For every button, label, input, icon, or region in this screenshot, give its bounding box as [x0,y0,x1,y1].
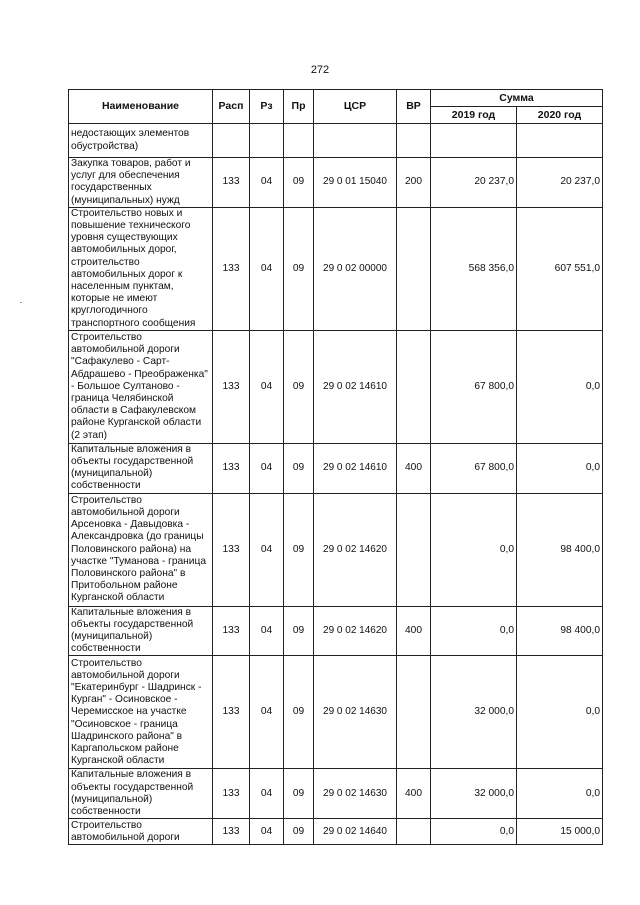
cell-rz: 04 [250,443,284,493]
table-row [69,330,603,443]
cell-rz: 04 [250,819,284,845]
cell-rasp: 133 [213,819,250,845]
cell-2019: 0,0 [431,819,517,845]
cell-vr [397,819,431,845]
cell-2020: 0,0 [517,769,603,819]
header-csr: ЦСР [314,90,397,124]
cell-csr: 29 0 02 14610 [314,330,397,443]
cell-rasp: 133 [213,330,250,443]
cell-rasp [213,124,250,158]
cell-pr: 09 [284,158,314,208]
cell-pr: 09 [284,819,314,845]
cell-rz: 04 [250,769,284,819]
page-number: 272 [310,64,330,76]
table-row [69,443,603,493]
cell-vr: 400 [397,769,431,819]
cell-2020: 0,0 [517,443,603,493]
header-year-2020: 2020 год [517,107,603,124]
cell-rasp: 133 [213,443,250,493]
table-row [69,158,603,208]
table-row [69,124,603,158]
cell-csr: 29 0 02 14610 [314,443,397,493]
cell-rz: 04 [250,158,284,208]
cell-2020: 0,0 [517,656,603,769]
table-row [69,656,603,769]
table-row [69,606,603,656]
cell-2019: 67 800,0 [431,443,517,493]
cell-2020: 98 400,0 [517,606,603,656]
cell-pr: 09 [284,606,314,656]
cell-pr [284,124,314,158]
cell-vr [397,124,431,158]
cell-2020: 20 237,0 [517,158,603,208]
header-rasp: Расп [213,90,250,124]
cell-rasp: 133 [213,656,250,769]
cell-pr: 09 [284,207,314,330]
cell-2020: 607 551,0 [517,207,603,330]
cell-rz: 04 [250,207,284,330]
cell-rasp: 133 [213,493,250,606]
header-year-2019: 2019 год [431,107,517,124]
cell-2019: 32 000,0 [431,656,517,769]
cell-2019: 568 356,0 [431,207,517,330]
cell-csr: 29 0 02 14620 [314,606,397,656]
cell-pr: 09 [284,493,314,606]
cell-name: Закупка товаров, работ и услуг для обеспечения государственных (муниципальных) нужд [69,158,213,208]
cell-name: Строительство автомобильной дороги "Сафакулево - Сарт-Абдрашево - Преображенка" - Большое Султаново - граница Челябинской области в Сафакулевском районе Курганской области (2 этап) [69,330,213,443]
cell-rasp: 133 [213,158,250,208]
cell-csr: 29 0 02 14620 [314,493,397,606]
cell-2019: 32 000,0 [431,769,517,819]
cell-rz: 04 [250,606,284,656]
cell-name: Строительство новых и повышение технического уровня существующих автомобильных дорог, строительство автомобильных дорог к населенным пунктам, которые не имеют круглогодичного транспортного сообщения [69,207,213,330]
header-rz: Рз [250,90,284,124]
cell-csr: 29 0 02 00000 [314,207,397,330]
table-row [69,207,603,330]
cell-rz: 04 [250,493,284,606]
cell-pr: 09 [284,443,314,493]
cell-pr: 09 [284,656,314,769]
header-name: Наименование [69,90,213,124]
cell-2020 [517,124,603,158]
cell-name: Капитальные вложения в объекты государственной (муниципальной) собственности [69,443,213,493]
cell-name: Строительство автомобильной дороги "Екатеринбург - Шадринск - Курган" - Осиновское - Черемисское на участке "Осиновское - граница Шадринского района" в Каргапольском районе Курганской области [69,656,213,769]
cell-2019: 0,0 [431,493,517,606]
budget-table [68,89,603,845]
cell-name: недостающих элементов обустройства) [69,124,213,158]
cell-name: Капитальные вложения в объекты государственной (муниципальной) собственности [69,606,213,656]
cell-csr: 29 0 02 14630 [314,656,397,769]
cell-2020: 98 400,0 [517,493,603,606]
cell-rz: 04 [250,656,284,769]
cell-name: Строительство автомобильной дороги [69,819,213,845]
cell-csr: 29 0 02 14640 [314,819,397,845]
cell-2020: 15 000,0 [517,819,603,845]
cell-rasp: 133 [213,207,250,330]
cell-csr [314,124,397,158]
cell-vr [397,493,431,606]
cell-rasp: 133 [213,606,250,656]
cell-vr [397,656,431,769]
cell-rz [250,124,284,158]
cell-name: Капитальные вложения в объекты государственной (муниципальной) собственности [69,769,213,819]
cell-2019: 0,0 [431,606,517,656]
cell-csr: 29 0 02 14630 [314,769,397,819]
cell-rasp: 133 [213,769,250,819]
cell-csr: 29 0 01 15040 [314,158,397,208]
cell-vr: 200 [397,158,431,208]
table-row [69,493,603,606]
cell-pr: 09 [284,330,314,443]
cell-vr: 400 [397,443,431,493]
cell-2020: 0,0 [517,330,603,443]
cell-rz: 04 [250,330,284,443]
header-pr: Пр [284,90,314,124]
cell-2019: 20 237,0 [431,158,517,208]
cell-vr: 400 [397,606,431,656]
cell-vr [397,207,431,330]
header-sum: Сумма [431,90,603,107]
cell-vr [397,330,431,443]
table-row [69,769,603,819]
cell-2019: 67 800,0 [431,330,517,443]
cell-name: Строительство автомобильной дороги Арсеновка - Давыдовка - Александровка (до границы Половинского района) на участке "Туманова - граница Половинского района" в Притобольном районе Курганской области [69,493,213,606]
table-row [69,819,603,845]
scan-speck [20,302,22,303]
cell-2019 [431,124,517,158]
header-vr: ВР [397,90,431,124]
cell-pr: 09 [284,769,314,819]
